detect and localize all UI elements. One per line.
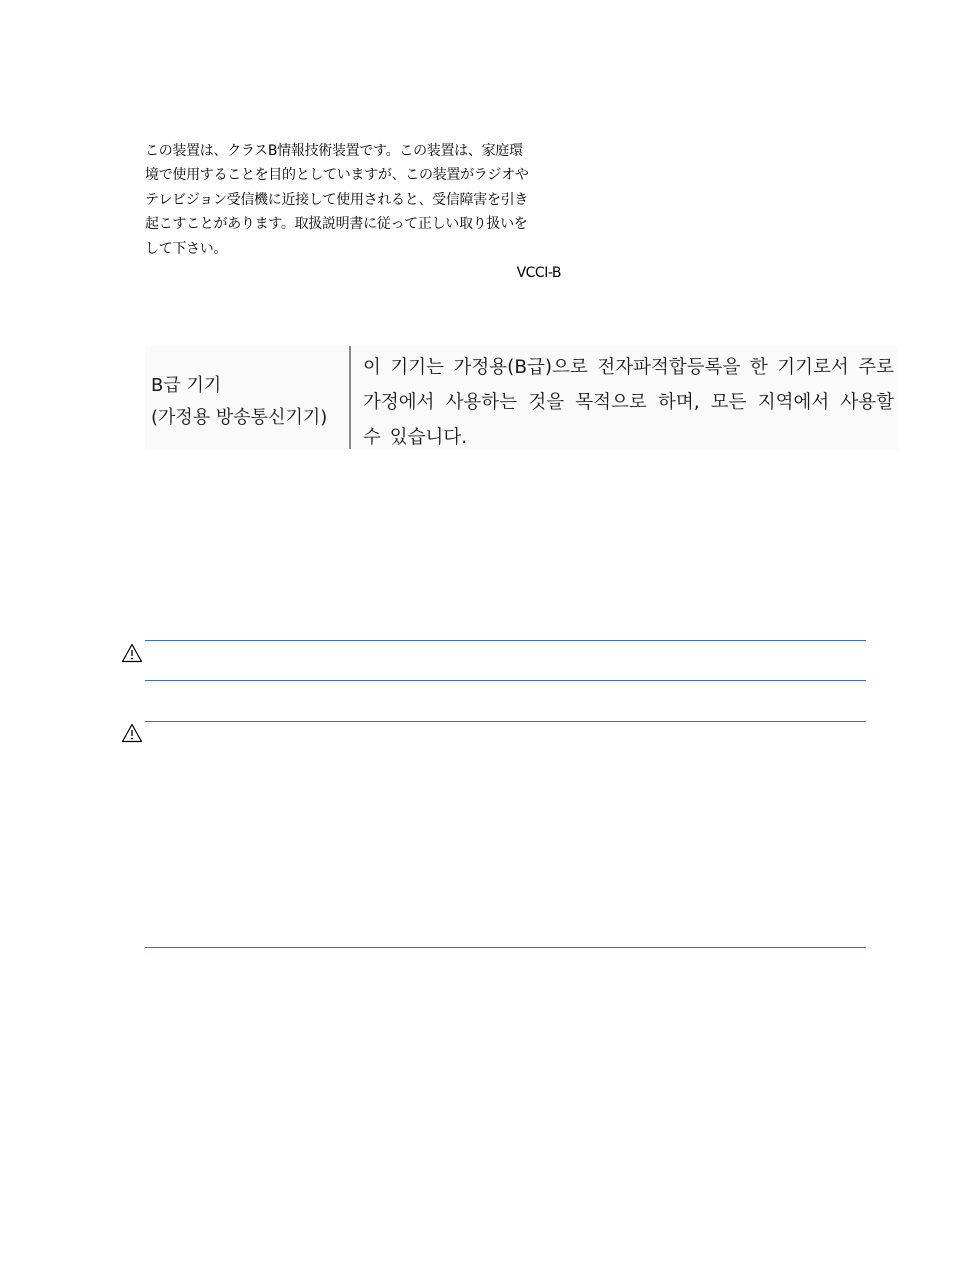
kcc-equipment-class: B급 기기: [151, 375, 222, 396]
kcc-statement: 이 기기는 가정용(B급)으로 전자파적합등록을 한 기기로서 주로 가정에서 사용하는 것을 목적으로 하며, 모든 지역에서 사용할 수 있습니다.: [363, 357, 894, 448]
vcci-notice: [145, 139, 561, 281]
vcci-statement: この装置は、クラスB情報技術装置です。この装置は、家庭環 境で使用することを目的としていますが、この装置がラジオや テレビジョン受信機に近接して使用されると、受信障害を引き 起こすことがあります。取扱説明書に従って正しい取り扱いを して下さい。: [145, 143, 529, 257]
kcc-equipment-desc: (가정용 방송통신기기): [151, 407, 328, 428]
warning-triangle-icon: [121, 643, 143, 663]
warning-triangle-icon: [121, 723, 143, 743]
warning-1-top-rule: [145, 640, 866, 641]
warning-1-bottom-rule: [145, 680, 866, 681]
warning-2-top-rule: [145, 721, 866, 722]
warning-2-bottom-rule: [145, 947, 866, 948]
vcci-code: VCCI-B: [516, 265, 561, 282]
kcc-class-cell: [145, 346, 351, 449]
kcc-notice: [145, 346, 898, 450]
